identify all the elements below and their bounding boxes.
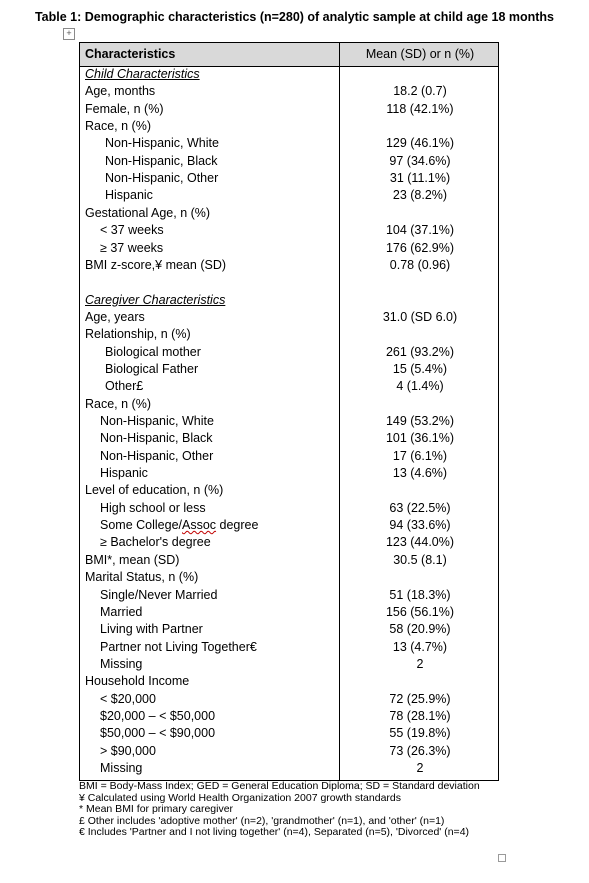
- table-row: [80, 206, 498, 223]
- row-value: 13 (4.7%): [392, 639, 448, 654]
- row-label: Hispanic: [100, 466, 148, 481]
- table-row: [80, 744, 498, 761]
- table-row: [80, 588, 498, 605]
- row-value: 118 (42.1%): [386, 101, 454, 116]
- row-label: < 37 weeks: [100, 223, 164, 238]
- table-row: [80, 171, 498, 188]
- row-label: Relationship, n (%): [85, 327, 191, 342]
- row-label: Household Income: [85, 674, 190, 689]
- row-label: Married: [100, 604, 143, 619]
- row-label: Age, years: [85, 309, 145, 324]
- row-label: BMI z-score,¥ mean (SD): [85, 257, 227, 272]
- row-label: Race, n (%): [85, 396, 151, 411]
- row-label: Non-Hispanic, Other: [100, 448, 214, 463]
- row-value: 4 (1.4%): [396, 379, 444, 394]
- table-row: [80, 362, 498, 379]
- row-value: 30.5 (8.1): [393, 552, 447, 567]
- row-value: 73 (26.3%): [389, 743, 451, 758]
- row-label: Some College/Assoc degree: [100, 518, 259, 533]
- row-value: 72 (25.9%): [389, 691, 451, 706]
- table-row: [80, 535, 498, 552]
- table-row: [80, 692, 498, 709]
- demographics-table: [79, 42, 499, 781]
- row-value: 261 (93.2%): [385, 344, 455, 359]
- table-header-row: [80, 43, 498, 67]
- row-label: High school or less: [100, 500, 206, 515]
- table-row: [80, 188, 498, 205]
- row-label: Female, n (%): [85, 101, 164, 116]
- row-label: Race, n (%): [85, 119, 151, 134]
- row-label: Missing: [100, 761, 143, 775]
- row-value: 15 (5.4%): [392, 361, 448, 376]
- row-value: 156 (56.1%): [385, 604, 455, 619]
- row-value: 123 (44.0%): [385, 535, 455, 550]
- row-label: Living with Partner: [100, 622, 203, 637]
- table-row: [80, 154, 498, 171]
- row-value: 104 (37.1%): [385, 223, 455, 238]
- row-label: Non-Hispanic, Black: [100, 431, 213, 446]
- table-resize-handle-icon[interactable]: [498, 854, 506, 862]
- header-mean-sd: Mean (SD) or n (%): [365, 47, 475, 61]
- row-value: 31.0 (SD 6.0): [382, 309, 458, 324]
- table-row: [80, 483, 498, 500]
- row-label: Other£: [105, 379, 144, 394]
- table-row: [80, 466, 498, 483]
- table-row: [80, 518, 498, 535]
- header-characteristics: Characteristics: [85, 47, 176, 61]
- footnote-partner-not-living: € Includes 'Partner and I not living together' (n=4), Separated (n=5), 'Divorced' (n=4): [79, 826, 470, 838]
- table-row: [80, 397, 498, 414]
- row-label: Caregiver Characteristics: [85, 292, 226, 307]
- table-row: [80, 431, 498, 448]
- row-value: 17 (6.1%): [392, 448, 448, 463]
- table-row: [80, 136, 498, 153]
- row-label: Level of education, n (%): [85, 483, 224, 498]
- table-row: [80, 327, 498, 344]
- row-value: 51 (18.3%): [389, 587, 451, 602]
- row-label: Biological Father: [105, 361, 199, 376]
- table-row: [80, 345, 498, 362]
- blank-row: [80, 275, 498, 292]
- row-value: 94 (33.6%): [389, 518, 451, 533]
- table-row: [80, 501, 498, 518]
- table-row: [80, 605, 498, 622]
- row-value: 0.78 (0.96): [389, 257, 451, 272]
- row-value: 63 (22.5%): [389, 500, 451, 515]
- row-value: 18.2 (0.7): [393, 84, 447, 99]
- row-label: Non-Hispanic, White: [100, 414, 214, 428]
- footnote-mean-bmi: * Mean BMI for primary caregiver: [79, 803, 234, 815]
- row-value: 97 (34.6%): [389, 153, 451, 168]
- table-row: [80, 640, 498, 657]
- table-row: [80, 310, 498, 327]
- row-value: 78 (28.1%): [389, 708, 451, 723]
- table-row: [80, 258, 498, 275]
- row-label: Single/Never Married: [100, 587, 218, 602]
- table-row: [80, 657, 498, 674]
- row-value: 149 (53.2%): [385, 414, 455, 428]
- row-value: 2: [416, 656, 424, 671]
- row-label: ≥ Bachelor's degree: [100, 535, 211, 550]
- table-title: Table 1: Demographic characteristics (n=280) of analytic sample at child age 18 months: [34, 10, 555, 24]
- row-label: Non-Hispanic, Other: [105, 171, 219, 186]
- table-row: [80, 726, 498, 743]
- section-heading-row: [80, 293, 498, 310]
- row-label: Child Characteristics: [85, 67, 200, 81]
- table-row: [80, 84, 498, 101]
- table-row: [80, 553, 498, 570]
- table-row: [80, 674, 498, 691]
- table-row: [80, 379, 498, 396]
- row-value: 13 (4.6%): [392, 466, 448, 481]
- row-label: Age, months: [85, 84, 156, 99]
- row-label: Biological mother: [105, 344, 201, 359]
- table-row: [80, 709, 498, 726]
- table-footnotes: [79, 781, 499, 839]
- table-row: [80, 761, 498, 778]
- table-row: [80, 570, 498, 587]
- table-row: [80, 241, 498, 258]
- footnote-abbreviations: BMI = Body-Mass Index; GED = General Education Diploma; SD = Standard deviation: [79, 780, 480, 792]
- table-row: [80, 414, 498, 431]
- row-label: $20,000 – < $50,000: [100, 708, 216, 723]
- row-label: Partner not Living Together€: [100, 639, 257, 654]
- row-value: 31 (11.1%): [389, 171, 451, 186]
- row-value: 2: [416, 761, 424, 775]
- row-value: 129 (46.1%): [385, 136, 455, 151]
- row-label: Non-Hispanic, White: [105, 136, 219, 151]
- row-value: 101 (36.1%): [385, 431, 455, 446]
- section-heading-row: [80, 67, 498, 84]
- table-row: [80, 223, 498, 240]
- table-row: [80, 102, 498, 119]
- table-row: [80, 622, 498, 639]
- row-label: $50,000 – < $90,000: [100, 726, 216, 741]
- footnote-other-relationship: £ Other includes 'adoptive mother' (n=2), 'grandmother' (n=1), and 'other' (n=1): [79, 814, 445, 827]
- row-label: Marital Status, n (%): [85, 570, 199, 585]
- row-label: Hispanic: [105, 188, 153, 203]
- row-value: 58 (20.9%): [389, 622, 451, 637]
- footnote-who-growth: ¥ Calculated using World Health Organization 2007 growth standards: [79, 791, 401, 804]
- table-row: [80, 119, 498, 136]
- row-label: Missing: [100, 656, 143, 671]
- table-row: [80, 449, 498, 466]
- row-value: 23 (8.2%): [392, 188, 448, 203]
- row-label: > $90,000: [100, 743, 156, 758]
- row-label: Non-Hispanic, Black: [105, 153, 218, 168]
- row-value: 176 (62.9%): [385, 240, 455, 255]
- row-label: ≥ 37 weeks: [100, 240, 164, 255]
- row-label: Gestational Age, n (%): [85, 205, 211, 220]
- table-move-handle-icon[interactable]: +: [63, 28, 75, 40]
- row-value: 55 (19.8%): [389, 726, 451, 741]
- row-label: < $20,000: [100, 691, 156, 706]
- row-label: BMI*, mean (SD): [85, 552, 180, 567]
